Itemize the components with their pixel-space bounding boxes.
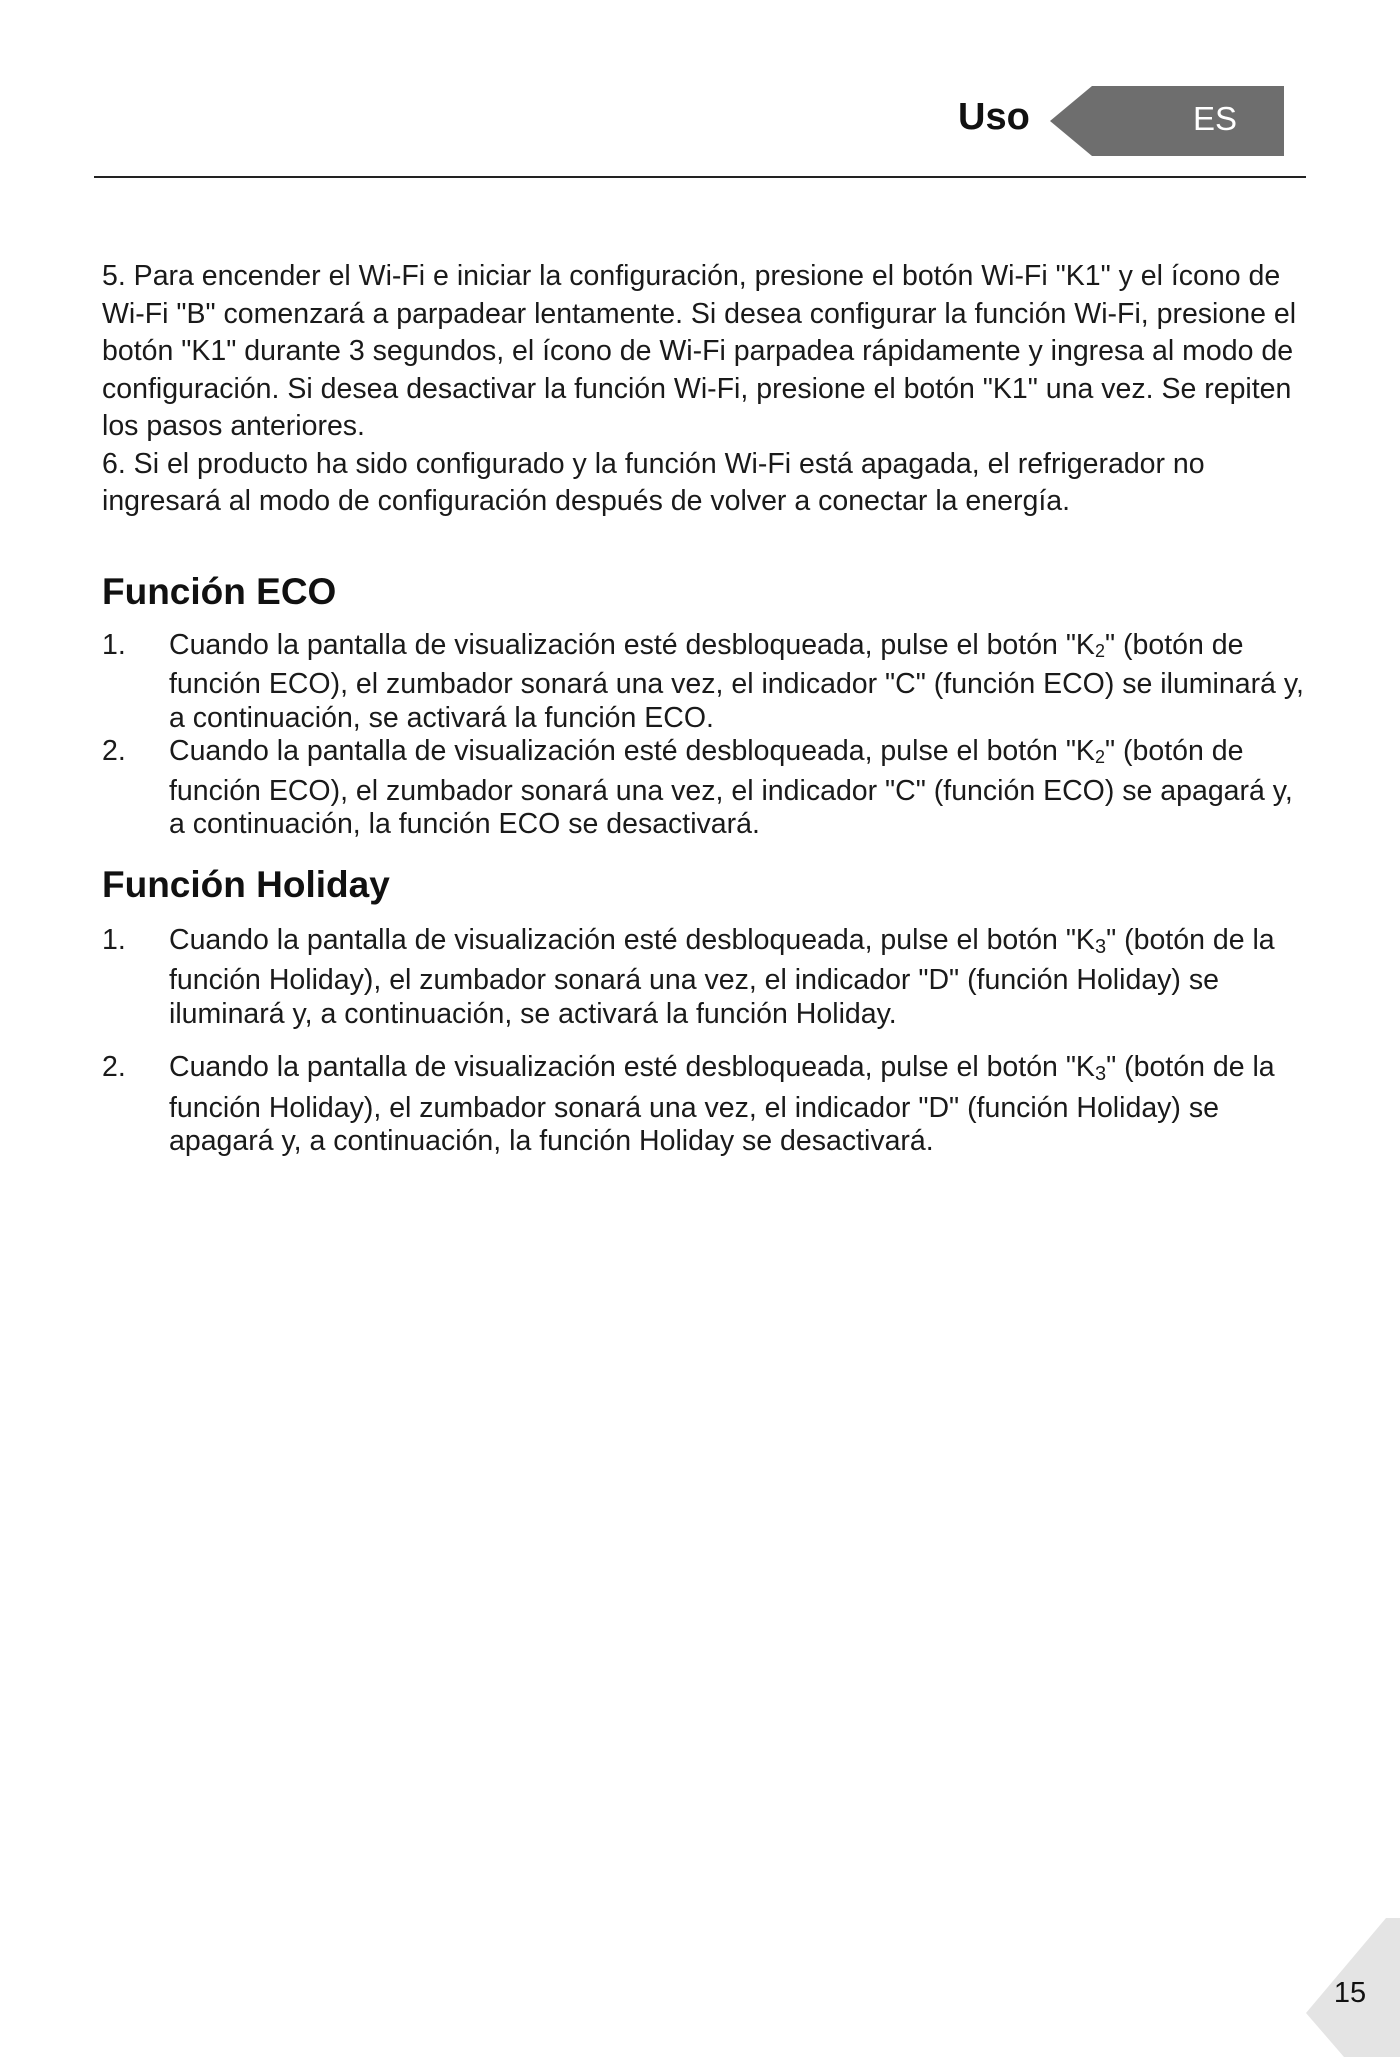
button-subscript: 3: [1094, 935, 1107, 958]
button-subscript: 2: [1094, 640, 1105, 661]
list-item-number: 1.: [102, 628, 126, 661]
language-label: ES: [1192, 100, 1238, 137]
list-item: [102, 735, 1307, 842]
holiday-heading: Función Holiday: [102, 863, 390, 905]
list-item-number: 2.: [102, 735, 126, 767]
list-item: [102, 924, 1307, 1032]
list-item: [102, 629, 1307, 736]
page-content: [102, 258, 1307, 1159]
list-item-text: Cuando la pantalla de visualización esté desbloqueada, pulse el botón "$K_3$" (botón de la función Holiday), el zumbador sonará una vez, el indicador "D" (función Holiday) se apagará y, a continuación, la función Holiday se desactivará.: [169, 1051, 1275, 1157]
list-item-text: Cuando la pantalla de visualización esté desbloqueada, pulse el botón "$K_2$" (botón de función ECO), el zumbador sonará una vez, el indicador "C" (función ECO) se apagará y, a continuación, la función ECO se desactivará.: [169, 735, 1293, 840]
holiday-steps-list: [102, 924, 1307, 1159]
list-item-number: 2.: [102, 1051, 126, 1083]
paragraph-step-6: 6. Si el producto ha sido configurado y la función Wi-Fi está apagada, el refrigerador no ingresará al modo de configuración después de volver a conectar la energía.: [102, 447, 1205, 517]
section-title: Uso: [958, 96, 1030, 138]
list-item-text: Cuando la pantalla de visualización esté desbloqueada, pulse el botón "$K_3$" (botón de la función Holiday), el zumbador sonará una vez, el indicador "D" (función Holiday) se iluminará y, a continuación, se activará la función Holiday.: [169, 923, 1275, 1030]
eco-heading: Función ECO: [102, 570, 337, 612]
button-subscript: 3: [1094, 1063, 1107, 1085]
header-divider: [94, 176, 1306, 178]
list-item: [102, 1051, 1307, 1159]
page-number: 15: [1333, 1977, 1367, 2009]
language-tab: [1050, 86, 1284, 156]
paragraph-step-5: 5. Para encender el Wi-Fi e iniciar la configuración, presione el botón Wi-Fi "K1" y el ícono de Wi-Fi "B" comenzará a parpadear lentamente. Si desea configurar la función Wi-Fi, presione el botón "K1" durante 3 segundos, el ícono de Wi-Fi parpadea rápidamente y ingresa al modo de configuración. Si desea desactivar la función Wi-Fi, presione el botón "K1" una vez. Se repiten los pasos anteriores.: [102, 260, 1297, 442]
list-item-text: Cuando la pantalla de visualización esté desbloqueada, pulse el botón "$K_2$" (botón de función ECO), el zumbador sonará una vez, el indicador "C" (función ECO) se iluminará y, a continuación, se activará la función ECO.: [169, 628, 1304, 734]
list-item-number: 1.: [102, 923, 126, 956]
button-subscript: 2: [1094, 747, 1105, 767]
eco-steps-list: [102, 629, 1307, 842]
